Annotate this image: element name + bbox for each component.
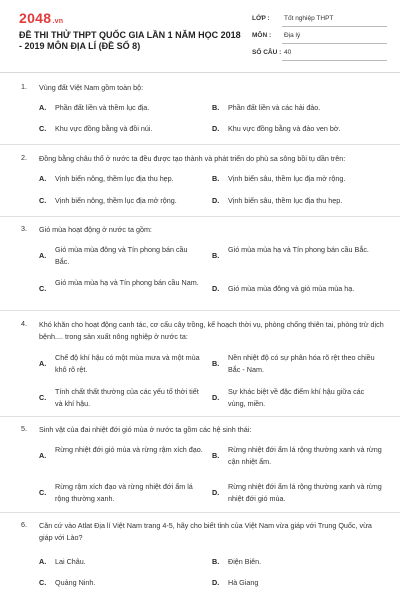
option-text: Gió mùa mùa hạ và Tín phong bán cầu Bắc. (228, 245, 369, 254)
option-letter: D. (212, 284, 220, 293)
option-letter: B. (212, 557, 220, 566)
option-text: Rừng rậm xích đạo và rừng nhiệt đới ẩm lá rộng thường xanh. (55, 482, 193, 503)
option-letter: D. (212, 393, 220, 402)
question-text: Sinh vật của đai nhiệt đới gió mùa ở nước ta gồm các hệ sinh thái: (39, 425, 252, 434)
option-text: Tính chất thất thường của các yếu tố thời tiết và khí hậu. (55, 387, 199, 408)
option-letter: C. (39, 578, 47, 587)
question-divider (0, 512, 400, 513)
option-text: Rừng nhiệt đới gió mùa và rừng rậm xích đạo. (55, 445, 203, 454)
option-text: Phần đất liền và các hải đảo. (228, 103, 321, 112)
question-text: Gió mùa hoạt động ở nước ta gồm: (39, 225, 152, 234)
option-letter: A. (39, 557, 47, 566)
option-text: Sự khác biệt về đặc điểm khí hậu giữa các vùng, miền. (228, 387, 365, 408)
site-logo[interactable] (19, 10, 63, 26)
exam-header (0, 0, 400, 80)
info-label: LỚP : (252, 15, 270, 22)
question-divider (0, 416, 400, 417)
option-letter: C. (39, 393, 47, 402)
option-text: Vịnh biển sâu, thềm lục địa thu hẹp. (228, 196, 343, 205)
info-label: MÔN : (252, 32, 272, 39)
option-letter: D. (212, 124, 220, 133)
question-number: 6. (21, 520, 27, 529)
info-row-count (252, 46, 387, 63)
option-text: Gió mùa mùa đông và Tín phong bán cầu Bắc. (55, 245, 188, 266)
option-text: Lai Châu. (55, 557, 86, 566)
option-text: Gió mùa mùa hạ và Tín phong bán cầu Nam. (55, 278, 199, 287)
exam-title: ĐỀ THI THỬ THPT QUỐC GIA LẦN 1 NĂM HỌC 2018 - 2019 MÔN ĐỊA LÍ (ĐỀ SỐ 8) (19, 30, 241, 51)
logo-text: 2048 (19, 10, 52, 26)
option-text: Quảng Ninh. (55, 578, 96, 587)
option-letter: D. (212, 488, 220, 497)
option-letter: B. (212, 451, 220, 460)
option-text: Khu vực đồng bằng và đảo ven bờ. (228, 124, 341, 133)
option-letter: B. (212, 103, 220, 112)
question-number: 5. (21, 424, 27, 433)
option-letter: B. (212, 174, 220, 183)
option-letter: A. (39, 174, 47, 183)
question-divider (0, 144, 400, 145)
option-letter: C. (39, 196, 47, 205)
option-text: Gió mùa mùa đông và gió mùa mùa hạ. (228, 284, 355, 293)
question-number: 3. (21, 224, 27, 233)
question-text: Đồng bằng châu thổ ở nước ta đều được tạo thành và phát triển do phù sa sông bồi tụ dần trên: (39, 154, 346, 163)
info-row-subject (252, 29, 387, 46)
question-divider (0, 310, 400, 311)
info-value: 40 (284, 49, 292, 56)
option-text: Vịnh biển sâu, thềm lục địa mở rộng. (228, 174, 346, 183)
info-underline (282, 26, 387, 27)
option-text: Rừng nhiệt đới ẩm lá rộng thường xanh và rừng cận nhiệt ẩm. (228, 445, 382, 466)
option-letter: A. (39, 251, 47, 260)
info-row-class (252, 12, 387, 29)
option-letter: D. (212, 578, 220, 587)
option-letter: D. (212, 196, 220, 205)
question-number: 1. (21, 82, 27, 91)
info-underline (282, 43, 387, 44)
option-text: Nền nhiệt độ có sự phân hóa rõ rệt theo chiều Bắc - Nam. (228, 353, 375, 374)
option-letter: A. (39, 451, 47, 460)
option-letter: C. (39, 124, 47, 133)
question-text: Vùng đất Việt Nam gồm toàn bộ: (39, 83, 144, 92)
option-letter: B. (212, 251, 220, 260)
info-underline (282, 60, 387, 61)
question-text: Khó khăn cho hoạt động canh tác, cơ cấu cây trồng, kế hoạch thời vụ, phòng chống thiên tai, phòng trừ dịch bệnh.... trong sản xuất nông nghiệp ở nước ta: (39, 320, 384, 341)
info-label: SỐ CÂU : (252, 49, 282, 56)
option-text: Hà Giang (228, 578, 259, 587)
logo-suffix: .vn (52, 18, 64, 25)
option-text: Khu vực đồng bằng và đồi núi. (55, 124, 153, 133)
question-divider (0, 216, 400, 217)
question-number: 4. (21, 319, 27, 328)
option-letter: C. (39, 488, 47, 497)
info-value: Tốt nghiệp THPT (284, 15, 334, 22)
option-text: Phần đất liền và thềm lục địa. (55, 103, 150, 112)
header-divider (0, 72, 400, 73)
option-letter: A. (39, 359, 47, 368)
option-text: Vịnh biển nông, thềm lục địa thu hẹp. (55, 174, 174, 183)
exam-info (252, 12, 387, 63)
option-text: Chế độ khí hậu có một mùa mưa và một mùa khô rõ rệt. (55, 353, 200, 374)
question-text: Căn cứ vào Atlat Địa lí Việt Nam trang 4-5, hãy cho biết tỉnh của Việt Nam vừa giáp với Trung Quốc, vừa giáp với Lào? (39, 521, 372, 542)
option-letter: C. (39, 284, 47, 293)
option-letter: B. (212, 359, 220, 368)
question-number: 2. (21, 153, 27, 162)
option-letter: A. (39, 103, 47, 112)
option-text: Điện Biên. (228, 557, 262, 566)
option-text: Rừng nhiệt đới ẩm lá rộng thường xanh và rừng nhiệt đới gió mùa. (228, 482, 382, 503)
option-text: Vịnh biển nông, thềm lục địa mở rộng. (55, 196, 177, 205)
info-value: Địa lý (284, 32, 301, 39)
